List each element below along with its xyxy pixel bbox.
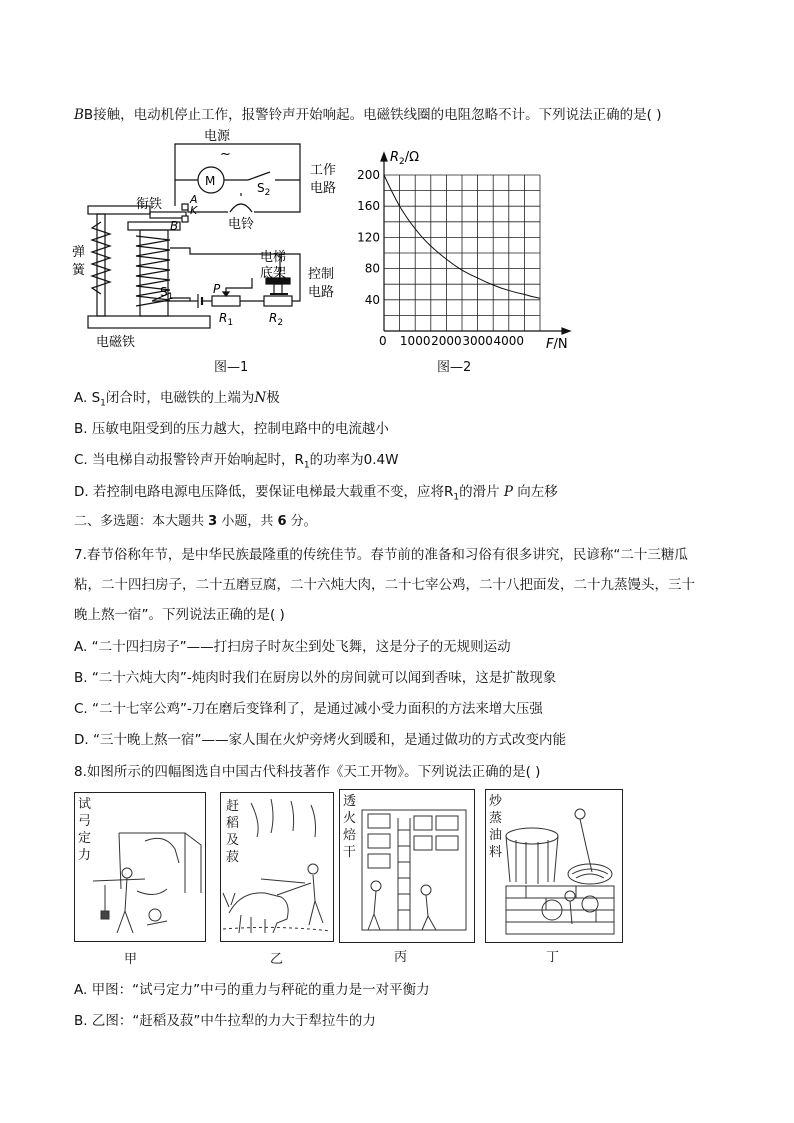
q8-option-b: B. 乙图：“赶稻及菽”中牛拉犁的力大于犁拉牛的力 — [74, 1013, 376, 1029]
contact-a — [182, 204, 188, 210]
label-tilde: ~ — [220, 147, 231, 162]
q8-option-a: A. 甲图：“试弓定力”中弓的重力与秤砣的重力是一对平衡力 — [74, 982, 430, 998]
q7-option-b: B. “二十六炖大肉”-炖肉时我们在厨房以外的房间就可以闻到香味，这是扩散现象 — [74, 670, 557, 686]
paper-drying-drawing — [340, 790, 474, 942]
q6-option-d-tail: 向左移 — [512, 484, 558, 500]
label-chassis1: 电梯 — [260, 250, 287, 265]
work-wire-right — [275, 168, 300, 180]
label-b: B — [170, 219, 179, 233]
switch-s2-blade — [248, 172, 270, 180]
section-2-header: 二、多选题：本大题共 3 小题，共 6 分。 — [74, 514, 317, 529]
label-spring2: 簧 — [72, 263, 86, 278]
y-tick-label: 200 — [357, 168, 380, 182]
q6-option-d — [74, 480, 558, 503]
label-a: A — [190, 193, 198, 206]
picture-ding — [485, 789, 623, 943]
label-magnet: 电磁铁 — [96, 335, 136, 350]
q6-option-c-sub: 1 — [303, 460, 310, 471]
slider-p — [226, 278, 252, 296]
q7-stem-line-1: 7.春节俗称年节，是中华民族最隆重的传统佳节。春节前的准备和习俗有很多讲究，民谚称“二十三糖瓜 — [74, 547, 688, 563]
origin-label: 0 — [379, 334, 387, 348]
label-s1: $S_1$ — [160, 285, 174, 302]
label-motor: M — [205, 174, 216, 188]
q7-option-c: C. “二十七宰公鸡”-刀在磨后变锋利了，是通过减小受力面积的方法来增大压强 — [74, 701, 543, 717]
x-axis-label: F/N — [546, 337, 568, 352]
label-chassis2: 底架 — [260, 266, 287, 281]
q6-option-d-pre: D. 若控制电路电源电压降低，要保证电梯最大载重不变，应将R — [74, 484, 454, 500]
y-tick-label: 120 — [357, 230, 380, 245]
y-tick-label: 80 — [364, 261, 380, 276]
q6-stem-tail — [74, 103, 662, 123]
y-tick-label: 40 — [364, 292, 380, 307]
q6-option-d-sub: 1 — [453, 492, 460, 503]
q6-option-a-post: 闭合时，电磁铁的上端为 — [105, 390, 255, 406]
x-axis-arrow — [562, 328, 570, 334]
picture-yi-title: 赶稻及菽 — [226, 799, 240, 865]
label-k: K — [190, 204, 198, 217]
fig1-caption: 图—1 — [214, 360, 249, 375]
label-ctrl2: 电路 — [308, 285, 335, 300]
x-tick-label: 4000 — [493, 334, 525, 348]
picture-jia-title: 试弓定力 — [78, 797, 92, 863]
label-ctrl1: 控制 — [308, 267, 335, 282]
q7-stem-line-2: 粘，二十四扫房子，二十五磨豆腐，二十六炖大肉，二十七宰公鸡，二十八把面发，二十九蒸馒头，三十 — [74, 577, 695, 593]
q6-option-a-sub: 1 — [100, 398, 106, 409]
picture-bing — [339, 789, 475, 943]
bow-test-drawing — [75, 793, 205, 941]
bell-icon — [230, 204, 252, 212]
q7-option-d: D. “三十晚上熬一宿”——家人围在火炉旁烤火到暖和，是通过做功的方式改变内能 — [74, 732, 566, 748]
y-tick-label: 160 — [357, 199, 380, 214]
q7-option-a: A. “二十四扫房子”——打扫房子时灰尘到处飞舞，这是分子的无规则运动 — [74, 639, 511, 655]
contact-b — [182, 216, 188, 222]
resistor-r2 — [264, 296, 292, 306]
q6-option-a — [74, 386, 280, 409]
work-wire-mid — [175, 156, 198, 180]
label-work2: 电路 — [310, 181, 337, 196]
q7-stem-line-3: 晚上熬一宿”。下列说法正确的是( ) — [74, 607, 285, 623]
q8-stem: 8.如图所示的四幅图选自中国古代科技著作《天工开物》。下列说法正确的是( ) — [74, 764, 541, 780]
work-wire-top — [175, 144, 300, 168]
q6-option-b — [74, 417, 389, 437]
label-bell: 电铃 — [228, 217, 255, 232]
picture-ding-label: 丁 — [546, 950, 560, 965]
picture-bing-title: 透火焙干 — [343, 794, 357, 860]
x-tick-label: 2000 — [431, 334, 462, 348]
label-r2: $R_2$ — [269, 311, 284, 328]
label-spring1: 弹 — [72, 245, 86, 260]
spring-icon — [92, 222, 110, 294]
label-r1: $R_1$ — [219, 311, 234, 328]
label-armature: 衔铁 — [136, 197, 163, 212]
oil-steaming-drawing — [486, 790, 622, 942]
ox-plough-drawing — [221, 793, 333, 941]
armature — [150, 212, 186, 218]
r2-force-graph — [350, 145, 590, 355]
picture-bing-label: 丙 — [394, 950, 408, 965]
label-work1: 工作 — [310, 163, 337, 178]
x-tick-label: 1000 — [399, 334, 431, 348]
q6-option-d-ital: P — [503, 484, 513, 500]
base-plate — [88, 316, 210, 328]
picture-jia-label: 甲 — [124, 952, 138, 967]
q6-option-a-tail: 极 — [266, 390, 280, 406]
label-p: P — [213, 282, 221, 296]
picture-ding-title: 炒蒸油料 — [489, 794, 503, 860]
picture-jia — [74, 792, 206, 942]
picture-yi — [220, 792, 334, 942]
q6-option-c — [74, 448, 398, 471]
resistor-r1 — [212, 296, 240, 306]
circuit-diagram — [70, 128, 350, 353]
label-power: 电源 — [204, 129, 231, 144]
q6-stem-var: B — [74, 107, 84, 123]
q6-option-a-ital: N — [254, 390, 267, 406]
q6-option-c-post: 的功率为0.4W — [309, 452, 399, 468]
label-s2: $S_2$ — [257, 181, 271, 198]
frame-post — [97, 214, 105, 316]
picture-yi-label: 乙 — [270, 952, 284, 967]
q6-option-b-pre: B. 压敏电阻受到的压力越大，控制电路中的电流越小 — [74, 421, 389, 437]
x-tick-label: 3000 — [462, 334, 493, 348]
q6-option-a-pre: A. S — [74, 390, 101, 406]
y-axis-label: $R_2/\Omega$ — [390, 150, 420, 167]
y-axis-arrow — [381, 153, 387, 161]
fig2-caption: 图—2 — [437, 360, 472, 375]
q6-stem-text: B接触，电动机停止工作，报警铃声开始响起。电磁铁线圈的电阻忽略不计。下列说法正确的是( ) — [83, 107, 662, 123]
q6-option-c-pre: C. 当电梯自动报警铃声开始响起时，R — [74, 452, 304, 468]
q6-option-d-post: 的滑片 — [459, 484, 504, 500]
